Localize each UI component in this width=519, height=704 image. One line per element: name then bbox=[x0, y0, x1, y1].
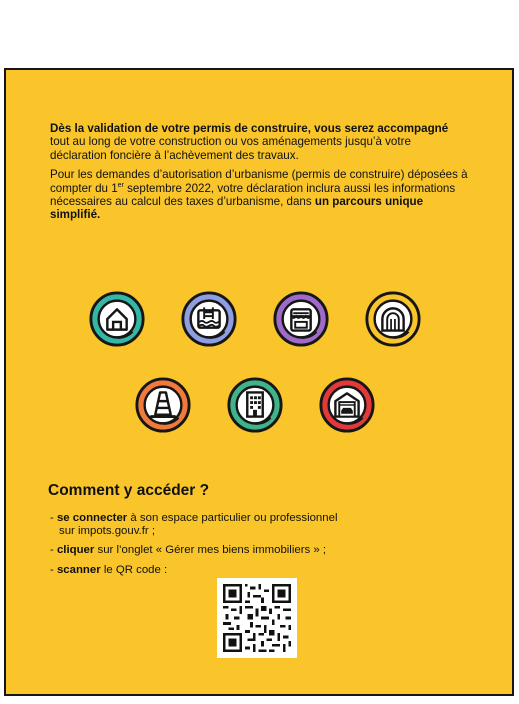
qr-code[interactable] bbox=[217, 578, 297, 658]
intro-p2-a: Pour les demandes d’autorisation d’urbanisme (permis de construire) déposées à compter du 1 bbox=[50, 168, 468, 195]
house-icon bbox=[88, 290, 146, 348]
list-dash: - bbox=[50, 563, 57, 576]
qr-code-image bbox=[223, 584, 291, 652]
building-icon bbox=[226, 376, 284, 434]
list-dash: - bbox=[50, 544, 57, 557]
list-item-bold: scanner bbox=[56, 563, 101, 576]
intro-paragraph-1 bbox=[50, 122, 470, 162]
shelter-icon bbox=[364, 290, 422, 348]
list-item-continuation: sur impots.gouv.fr ; bbox=[59, 525, 156, 538]
list-item-text: à son espace particulier ou professionnel bbox=[127, 512, 338, 524]
intro-paragraph-2 bbox=[50, 168, 470, 222]
intro-bold: Dès la validation de votre permis de construire, vous serez accompagné bbox=[50, 122, 449, 135]
intro-text bbox=[50, 122, 470, 228]
list-item-text: le QR code : bbox=[100, 563, 168, 576]
list-item bbox=[50, 544, 470, 557]
pool-icon bbox=[180, 290, 238, 348]
list-item bbox=[50, 512, 470, 538]
cone-icon bbox=[134, 376, 192, 434]
intro-p2-bold: un parcours unique simplifié. bbox=[50, 195, 424, 222]
info-panel bbox=[4, 68, 514, 696]
access-list bbox=[50, 512, 470, 583]
list-item-bold: cliquer bbox=[56, 544, 95, 557]
access-title: Comment y accéder ? bbox=[48, 482, 210, 499]
intro-p2-sup: er bbox=[117, 181, 124, 189]
list-item-text: sur l’onglet « Gérer mes biens immobiliers » ; bbox=[94, 544, 327, 557]
list-item-bold: se connecter bbox=[56, 512, 128, 524]
shop-icon bbox=[272, 290, 330, 348]
intro-text-rest: tout au long de votre construction ou vos aménagements jusqu’à votre déclaration foncière à l’achèvement des travaux. bbox=[50, 135, 411, 162]
intro-p2-b: septembre 2022, votre déclaration inclura aussi les informations nécessaires au calcul des taxes d’urbanisme, dans bbox=[50, 181, 456, 209]
list-dash: - bbox=[50, 512, 57, 524]
list-item bbox=[50, 564, 470, 577]
garage-icon bbox=[318, 376, 376, 434]
